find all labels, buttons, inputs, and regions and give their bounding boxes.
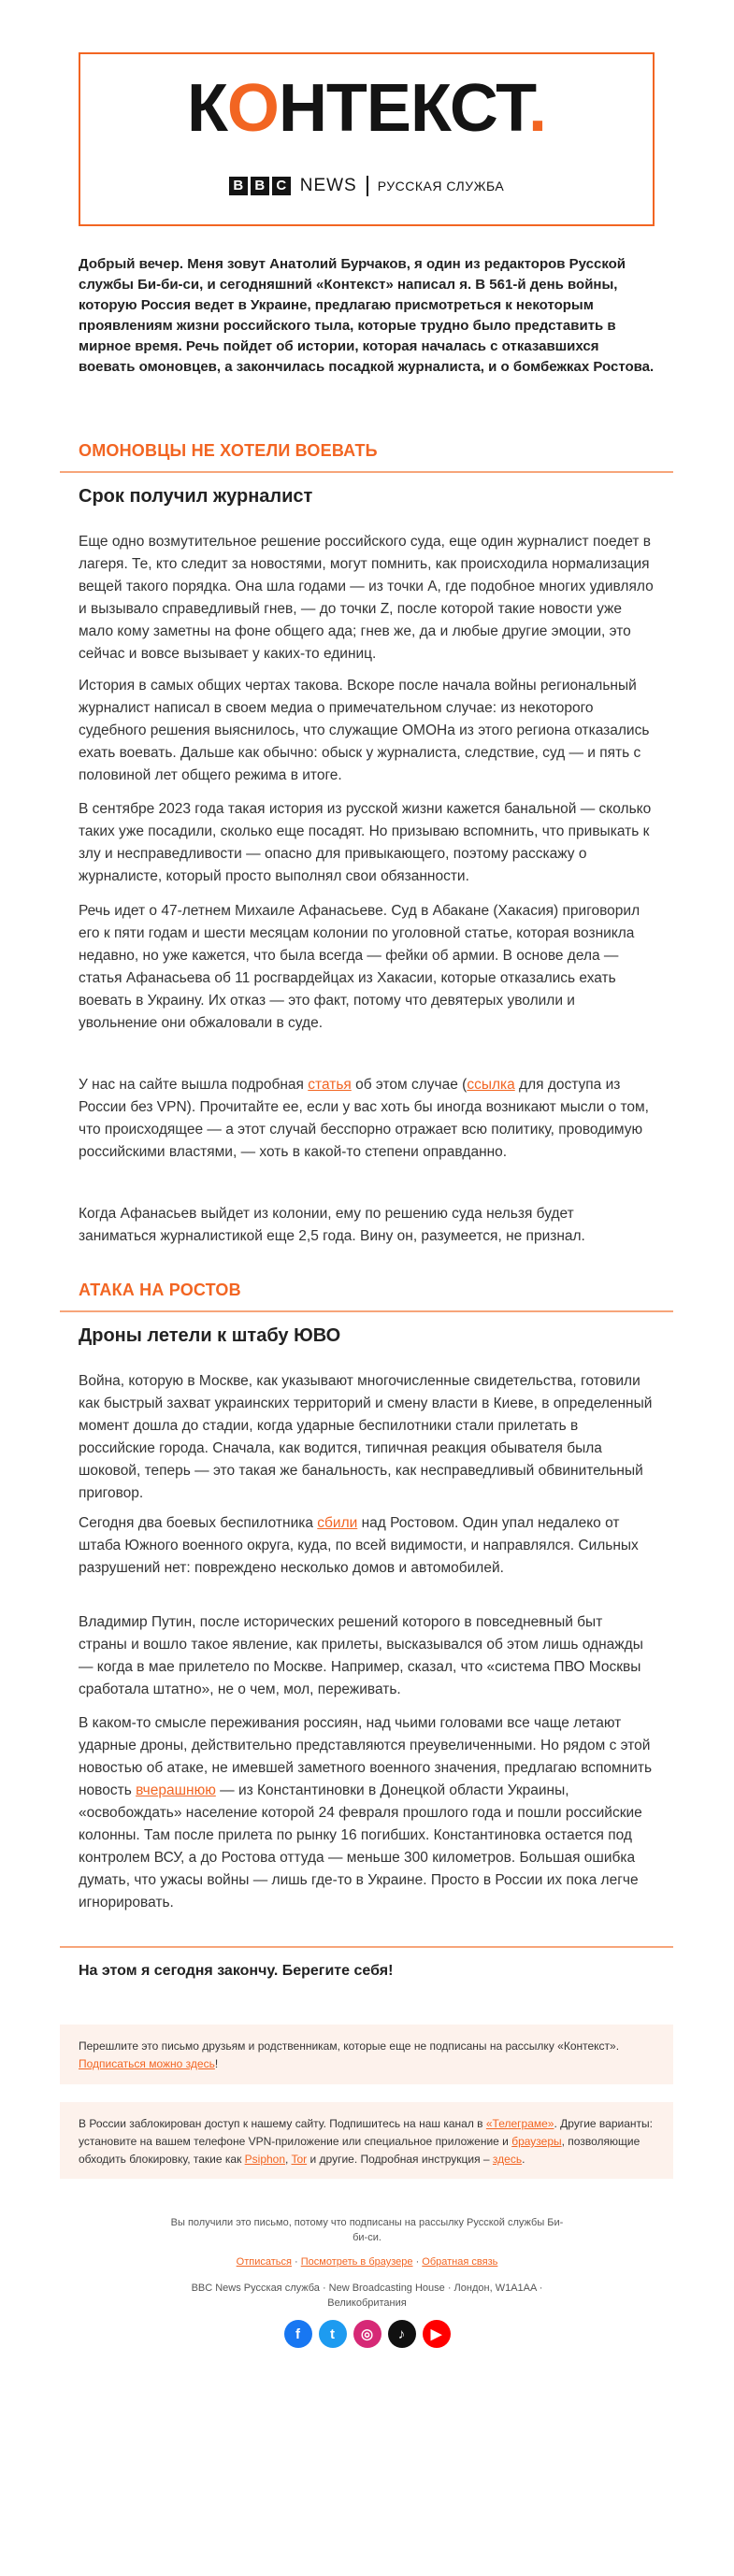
intro-paragraph: Добрый вечер. Меня зовут Анатолий Бурчаков, я один из редакторов Русской службы Би-би-си, и сегодняшний «Контекст» написал я. В 561-й день войны, которую Россия ведет в Украине, предлагаю присмотреться к некоторым проявлениям жизни российского тыла, которые трудно было представить в мирное время. Речь пойдет об истории, которая началась с отказавшихся воевать омоновцев, а закончилась посадкой журналиста, и о бомбежках Ростова. xyxy=(79,256,655,375)
news-wordmark: NEWS xyxy=(299,176,357,195)
paragraph: Когда Афанасьев выйдет из колонии, ему по решению суда нельзя будет заниматься журналистикой еще 2,5 года. Вину он, разумеется, не признал. xyxy=(79,1206,585,1244)
youtube-icon[interactable]: ▶ xyxy=(423,2320,451,2348)
article-title-2: Дроны летели к штабу ЮВО xyxy=(79,1325,341,1346)
paragraph: В сентябре 2023 года такая история из русской жизни кажется банальной — сколько таких уже посадили, сколько еще посадят. Но призываю вспомнить, что привыкать к злу и несправедливости — опасно для привыкающего, поэтому расскажу о журналисте, который просто выполнял свои обязанности. xyxy=(79,801,652,884)
subscribe-link[interactable]: Подписаться можно здесь xyxy=(79,2057,215,2070)
bbc-letter: C xyxy=(272,177,291,195)
twitter-icon[interactable]: t xyxy=(319,2320,347,2348)
yesterday-news-link[interactable]: вчерашнюю xyxy=(136,1782,216,1798)
section-label-2: АТАКА НА РОСТОВ xyxy=(79,1281,241,1299)
browsers-link[interactable]: браузеры xyxy=(511,2135,562,2148)
closing-line: На этом я сегодня закончу. Берегите себя! xyxy=(79,1963,394,1979)
kontekst-logo: КОНТЕКСТ. xyxy=(186,71,547,146)
section-label-1: ОМОНОВЦЫ НЕ ХОТЕЛИ ВОЕВАТЬ xyxy=(79,441,378,460)
shot-down-link[interactable]: сбили xyxy=(317,1515,358,1531)
paragraph: Война, которую в Москве, как указывают многочисленные свидетельства, готовили как быстрый захват украинских территорий и смену власти в Киеве, в определенный момент дошла до стадии, когда ударные беспилотники стали прилетать в российские города. Сначала, как водится, типичная реакция обывателя была шоковой, теперь — это такая же банальность, как несправедливый обвинительный приговор. xyxy=(79,1373,653,1501)
footer-note: Вы получили это письмо, потому что подписаны на рассылку Русской службы Би-би-си. xyxy=(170,2217,564,2243)
psiphon-link[interactable]: Psiphon xyxy=(244,2153,286,2166)
paragraph: История в самых общих чертах такова. Вскоре после начала войны региональный журналист написал в своем медиа о примечательном случае: из некоторого судебного решения выяснилось, что служащие ОМОНа из этого региона отказались ехать воевать. Дальше как обычно: обыск у журналиста, следствие, суд — и пять с половиной лет общего режима в итоге. xyxy=(79,678,650,783)
article-link[interactable]: статья xyxy=(308,1077,352,1093)
bbc-letter: B xyxy=(251,177,269,195)
social-links xyxy=(0,2320,734,2348)
section-divider xyxy=(60,1310,673,1312)
footer-address: BBC News Русская служба · New Broadcasting House · Лондон, W1A1AA · Великобритания xyxy=(191,2283,543,2309)
mirror-link[interactable]: ссылка xyxy=(467,1077,515,1093)
paragraph: Еще одно возмутительное решение российского суда, еще один журналист поедет в лагеря. Те, кто следит за новостями, могут помнить, как происходила нормализация вещей такого порядка. Она шла годами — из точки А, где подобное многих удивляло и вызывало справедливый гнев, — до точки Z, после которой такие новости уже мало кому заметны на фоне общего ада; гнев же, да и любые другие эмоции, это сейчас и вовсе вызывает у каких-то единиц. xyxy=(79,534,654,662)
footer-links: Отписаться · Посмотреть в браузере · Обратная связь xyxy=(236,2256,498,2268)
blocking-info-box: В России заблокирован доступ к нашему сайту. Подпишитесь на наш канал в «Телеграме». Другие варианты: установите на вашем телефоне VPN-приложение или специальное приложение и браузеры, позволяющие обходить блокировку, такие как Psiphon, Tor и другие. Подробная инструкция – здесь. xyxy=(60,2102,673,2179)
paragraph: Владимир Путин, после исторических решений которого в повседневный быт страны и вошло такое явление, как прилеты, высказывался об этом лишь однажды — когда в мае прилетело по Москве. Например, сказал, что «система ПВО Москвы сработала штатно», не о чем, мол, переживать. xyxy=(79,1614,643,1697)
unsubscribe-link[interactable]: Отписаться xyxy=(236,2256,292,2268)
section-divider xyxy=(60,471,673,473)
share-box: Перешлите это письмо друзьям и родственникам, которые еще не подписаны на рассылку «Контекст». Подписаться можно здесь! xyxy=(60,2025,673,2084)
tiktok-icon[interactable]: ♪ xyxy=(388,2320,416,2348)
instructions-link[interactable]: здесь xyxy=(492,2153,523,2166)
paragraph: Речь идет о 47-летнем Михаиле Афанасьеве. Суд в Абакане (Хакасия) приговорил его к пяти годам и шести месяцам колонии по уголовной статье, которая возникла недавно, но уже кажется, что была всегда — фейки об армии. В основе дела — статья Афанасьева об 11 росгвардейцах из Хакасии, которые отказались ехать воевать в Украину. Их отказ — это факт, потому что девятерых уволили и увольнение они обжаловали в суде. xyxy=(79,903,640,1031)
bbc-logo xyxy=(229,177,291,195)
feedback-link[interactable]: Обратная связь xyxy=(422,2256,498,2268)
article-title-1: Срок получил журналист xyxy=(79,486,313,507)
logo-divider xyxy=(367,176,368,196)
service-name: РУССКАЯ СЛУЖБА xyxy=(377,179,505,193)
bbc-news-russian-logo xyxy=(80,176,653,196)
paragraph: У нас на сайте вышла подробная статья об этом случае (ссылка для доступа из России без VPN). Прочитайте ее, если у вас хоть бы иногда возникают мысли о том, что происходящее — а этот случай бесспорно отражает всю политику, проводимую российскими властями, — хоть в какой-то степени оправданно. xyxy=(79,1077,649,1160)
newsletter-header xyxy=(79,52,655,226)
tor-link[interactable]: Tor xyxy=(291,2153,308,2166)
facebook-icon[interactable]: f xyxy=(284,2320,312,2348)
paragraph: В каком-то смысле переживания россиян, над чьими головами все чаще летают ударные дроны, действительно представляются преувеличенными. Но рядом с этой новостью об атаке, не имевшей заметного военного значения, предлагаю вспомнить новость вчерашнюю — из Константиновки в Донецкой области Украины, «освобождать» население которой 24 февраля прошлого года и пошли российские колонны. Там после прилета по рынку 16 погибших. Константиновка остается под контролем ВСУ, а до Ростова оттуда — меньше 300 километров. Большая ошибка думать, что ужасы войны — лишь где-то в Украине. Просто в России их пока легче игнорировать. xyxy=(79,1715,653,1911)
instagram-icon[interactable]: ◎ xyxy=(353,2320,381,2348)
view-in-browser-link[interactable]: Посмотреть в браузере xyxy=(300,2256,413,2268)
paragraph: Сегодня два боевых беспилотника сбили над Ростовом. Один упал недалеко от штаба Южного военного округа, куда, по всей видимости, и направлялся. Сильных разрушений нет: повреждено несколько домов и автомобилей. xyxy=(79,1515,639,1576)
closing-divider xyxy=(60,1946,673,1948)
telegram-link[interactable]: «Телеграме» xyxy=(485,2117,554,2130)
bbc-letter: B xyxy=(229,177,248,195)
